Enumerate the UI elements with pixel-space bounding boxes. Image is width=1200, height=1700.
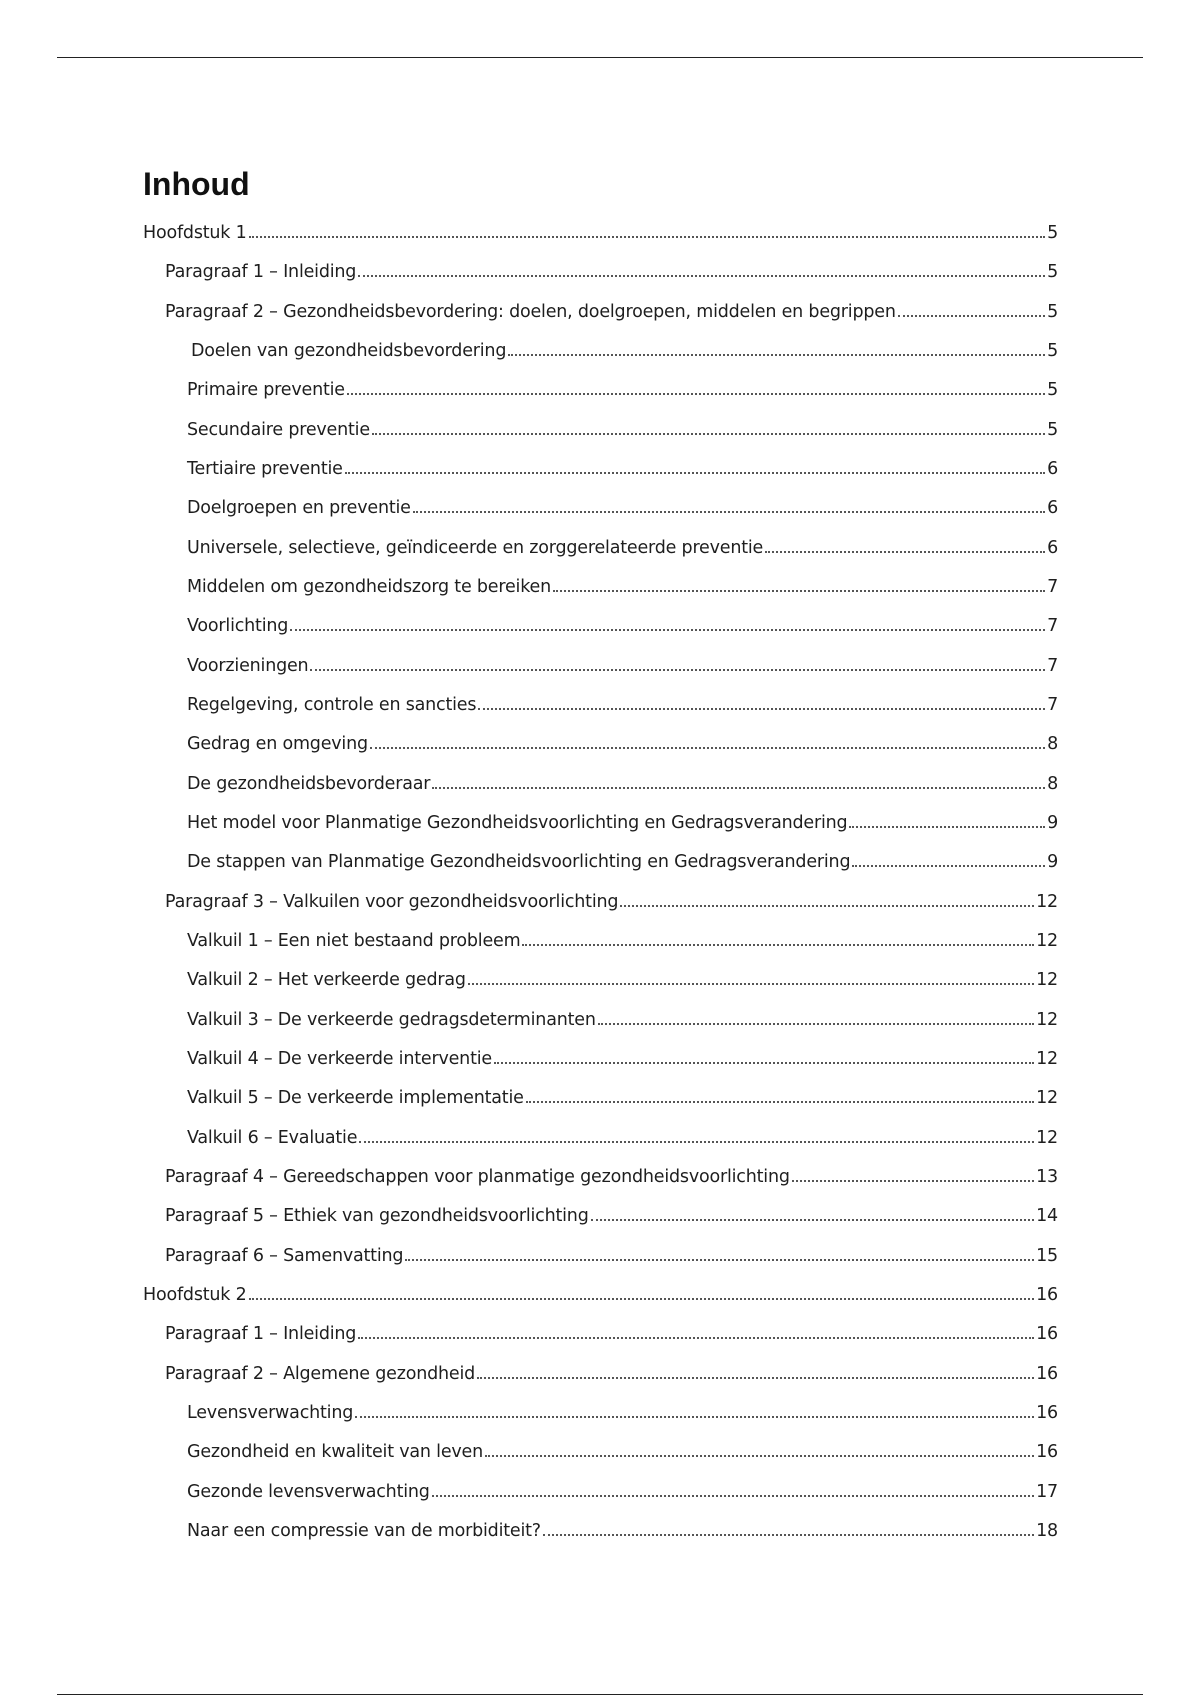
toc-page-number: 8 [1047, 773, 1058, 794]
toc-page-number: 5 [1047, 223, 1058, 243]
toc-entry[interactable] [143, 1399, 1058, 1438]
toc-page-number: 18 [1036, 1520, 1058, 1541]
toc-entry-title: Paragraaf 5 – Ethiek van gezondheidsvoorlichting [165, 1206, 589, 1227]
toc-page-number: 12 [1036, 930, 1058, 951]
toc-entry[interactable] [143, 337, 1058, 376]
toc-dot-leader [526, 1101, 1034, 1103]
toc-entry-title: Gedrag en omgeving [187, 734, 368, 755]
toc-page-number: 15 [1036, 1245, 1058, 1266]
toc-page-number: 6 [1047, 458, 1058, 479]
toc-page-number: 16 [1036, 1442, 1058, 1463]
toc-entry-title: Paragraaf 2 – Algemene gezondheid [165, 1363, 476, 1384]
toc-dot-leader [370, 747, 1045, 749]
toc-entry-title: Gezonde levensverwachting [187, 1481, 430, 1502]
toc-page-number: 5 [1047, 262, 1058, 283]
toc-dot-leader [310, 669, 1045, 671]
toc-entry-title: Valkuil 2 – Het verkeerde gedrag [187, 970, 466, 991]
toc-page-number: 12 [1036, 1088, 1058, 1109]
toc-page-number: 7 [1047, 694, 1058, 715]
toc-entry-title: Paragraaf 1 – Inleiding [165, 262, 357, 283]
toc-dot-leader [347, 393, 1045, 395]
toc-dot-leader [591, 1219, 1035, 1221]
toc-dot-leader [345, 472, 1045, 474]
toc-page-number: 7 [1047, 655, 1058, 676]
toc-dot-leader [359, 1141, 1034, 1143]
toc-entry[interactable] [143, 1124, 1058, 1163]
toc-entry-title: Primaire preventie [187, 380, 345, 401]
toc-entry-title: Voorlichting [187, 616, 289, 637]
toc-page-number: 12 [1036, 1048, 1058, 1069]
toc-dot-leader [494, 1062, 1034, 1064]
toc-dot-leader [553, 590, 1045, 592]
toc-entry-title: Gezondheid en kwaliteit van leven [187, 1442, 484, 1463]
toc-entry[interactable] [143, 258, 1058, 297]
toc-entry[interactable] [143, 770, 1058, 809]
toc-entry[interactable] [143, 652, 1058, 691]
toc-dot-leader [543, 1534, 1034, 1536]
toc-entry-title: Levensverwachting [187, 1402, 354, 1423]
toc-page-number: 8 [1047, 734, 1058, 755]
toc-entry[interactable] [143, 691, 1058, 730]
toc-entry[interactable] [143, 612, 1058, 651]
toc-page-number: 7 [1047, 616, 1058, 637]
toc-entry[interactable] [143, 1517, 1058, 1556]
toc-dot-leader [620, 905, 1034, 907]
toc-entry-title: Valkuil 6 – Evaluatie [187, 1127, 358, 1148]
toc-dot-leader [508, 354, 1045, 356]
toc-dot-leader [358, 1337, 1034, 1339]
toc-page-number: 6 [1047, 537, 1058, 558]
toc-entry[interactable] [143, 416, 1058, 455]
toc-entry[interactable] [143, 927, 1058, 966]
toc-entry[interactable] [143, 1202, 1058, 1241]
toc-dot-leader [249, 1298, 1035, 1300]
toc-dot-leader [405, 1259, 1034, 1261]
toc-page-number: 13 [1036, 1166, 1058, 1187]
table-of-contents [143, 219, 1058, 1556]
toc-dot-leader [372, 433, 1045, 435]
toc-entry-title: Paragraaf 6 – Samenvatting [165, 1245, 404, 1266]
toc-entry[interactable] [143, 809, 1058, 848]
toc-page-number: 9 [1047, 812, 1058, 833]
toc-dot-leader [849, 826, 1045, 828]
toc-entry-title: Doelgroepen en preventie [187, 498, 411, 519]
toc-page-number: 14 [1036, 1206, 1058, 1227]
toc-dot-leader [358, 275, 1045, 277]
toc-entry[interactable] [143, 573, 1058, 612]
toc-entry[interactable] [143, 1438, 1058, 1477]
toc-page-number: 12 [1036, 1127, 1058, 1148]
toc-entry-title: Valkuil 1 – Een niet bestaand probleem [187, 930, 521, 951]
toc-entry[interactable] [143, 1360, 1058, 1399]
toc-entry-title: Doelen van gezondheidsbevordering [191, 340, 507, 361]
toc-entry-title: Secundaire preventie [187, 419, 370, 440]
toc-dot-leader [249, 236, 1046, 238]
toc-page-number: 16 [1036, 1402, 1058, 1423]
toc-entry[interactable] [143, 1084, 1058, 1123]
toc-entry[interactable] [143, 1320, 1058, 1359]
toc-entry-title: Valkuil 3 – De verkeerde gedragsdeterminanten [187, 1009, 596, 1030]
toc-entry[interactable] [143, 376, 1058, 415]
toc-entry-title: Regelgeving, controle en sancties [187, 694, 477, 715]
toc-page-number: 12 [1036, 1009, 1058, 1030]
toc-entry-title: Paragraaf 1 – Inleiding [165, 1324, 357, 1345]
toc-entry[interactable] [143, 1045, 1058, 1084]
toc-entry-title: Valkuil 4 – De verkeerde interventie [187, 1048, 492, 1069]
toc-entry[interactable] [143, 1242, 1058, 1281]
toc-dot-leader [852, 865, 1045, 867]
toc-page-number: 16 [1036, 1324, 1058, 1345]
toc-page-number: 5 [1047, 380, 1058, 401]
toc-entry[interactable] [143, 1006, 1058, 1045]
toc-page-number: 16 [1036, 1363, 1058, 1384]
toc-dot-leader [432, 1495, 1034, 1497]
toc-entry-title: Tertiaire preventie [187, 458, 343, 479]
toc-entry-title: Naar een compressie van de morbiditeit? [187, 1520, 541, 1541]
toc-entry[interactable] [143, 534, 1058, 573]
toc-entry[interactable] [143, 1281, 1058, 1320]
toc-page-number: 6 [1047, 498, 1058, 519]
toc-dot-leader [898, 315, 1045, 317]
toc-entry-title: Universele, selectieve, geïndiceerde en zorggerelateerde preventie [187, 537, 764, 558]
toc-dot-leader [765, 551, 1045, 553]
toc-dot-leader [477, 1377, 1034, 1379]
toc-dot-leader [468, 983, 1034, 985]
toc-entry[interactable] [143, 1163, 1058, 1202]
toc-entry-title: De stappen van Planmatige Gezondheidsvoorlichting en Gedragsverandering [187, 852, 851, 873]
toc-entry[interactable] [143, 494, 1058, 533]
toc-entry-title: Voorzieningen [187, 655, 309, 676]
toc-page-number: 5 [1047, 340, 1058, 361]
toc-dot-leader [290, 629, 1045, 631]
toc-entry-title: Hoofdstuk 2 [143, 1284, 247, 1305]
toc-dot-leader [478, 708, 1045, 710]
toc-page-number: 12 [1036, 891, 1058, 912]
toc-entry-title: Paragraaf 2 – Gezondheidsbevordering: doelen, doelgroepen, middelen en begrippen [165, 301, 896, 322]
toc-entry[interactable] [143, 848, 1058, 887]
toc-page-number: 7 [1047, 576, 1058, 597]
toc-dot-leader [355, 1416, 1034, 1418]
toc-page-number: 16 [1036, 1284, 1058, 1305]
header-rule [57, 57, 1143, 58]
toc-dot-leader [792, 1180, 1034, 1182]
toc-entry-title: Het model voor Planmatige Gezondheidsvoorlichting en Gedragsverandering [187, 812, 848, 833]
toc-dot-leader [485, 1455, 1034, 1457]
toc-page-number: 17 [1036, 1481, 1058, 1502]
toc-entry[interactable] [143, 298, 1058, 337]
toc-page-number: 9 [1047, 852, 1058, 873]
toc-entry-title: Valkuil 5 – De verkeerde implementatie [187, 1088, 524, 1109]
toc-entry-title: Paragraaf 4 – Gereedschappen voor planmatige gezondheidsvoorlichting [165, 1166, 790, 1187]
toc-entry-title: De gezondheidsbevorderaar [187, 773, 431, 794]
toc-dot-leader [432, 787, 1045, 789]
toc-entry[interactable] [143, 219, 1058, 258]
toc-entry-title: Hoofdstuk 1 [143, 223, 247, 243]
toc-entry[interactable] [143, 966, 1058, 1005]
toc-page-number: 12 [1036, 970, 1058, 991]
toc-dot-leader [522, 944, 1034, 946]
toc-title: Inhoud [143, 166, 250, 202]
toc-entry-title: Paragraaf 3 – Valkuilen voor gezondheidsvoorlichting [165, 891, 619, 912]
toc-page-number: 5 [1047, 301, 1058, 322]
toc-entry[interactable] [143, 455, 1058, 494]
toc-page-number: 5 [1047, 419, 1058, 440]
toc-entry-title: Middelen om gezondheidszorg te bereiken [187, 576, 551, 597]
toc-entry[interactable] [143, 730, 1058, 769]
toc-entry[interactable] [143, 888, 1058, 927]
footer-rule [57, 1694, 1143, 1695]
toc-dot-leader [598, 1023, 1034, 1025]
toc-entry[interactable] [143, 1478, 1058, 1517]
toc-dot-leader [413, 511, 1045, 513]
